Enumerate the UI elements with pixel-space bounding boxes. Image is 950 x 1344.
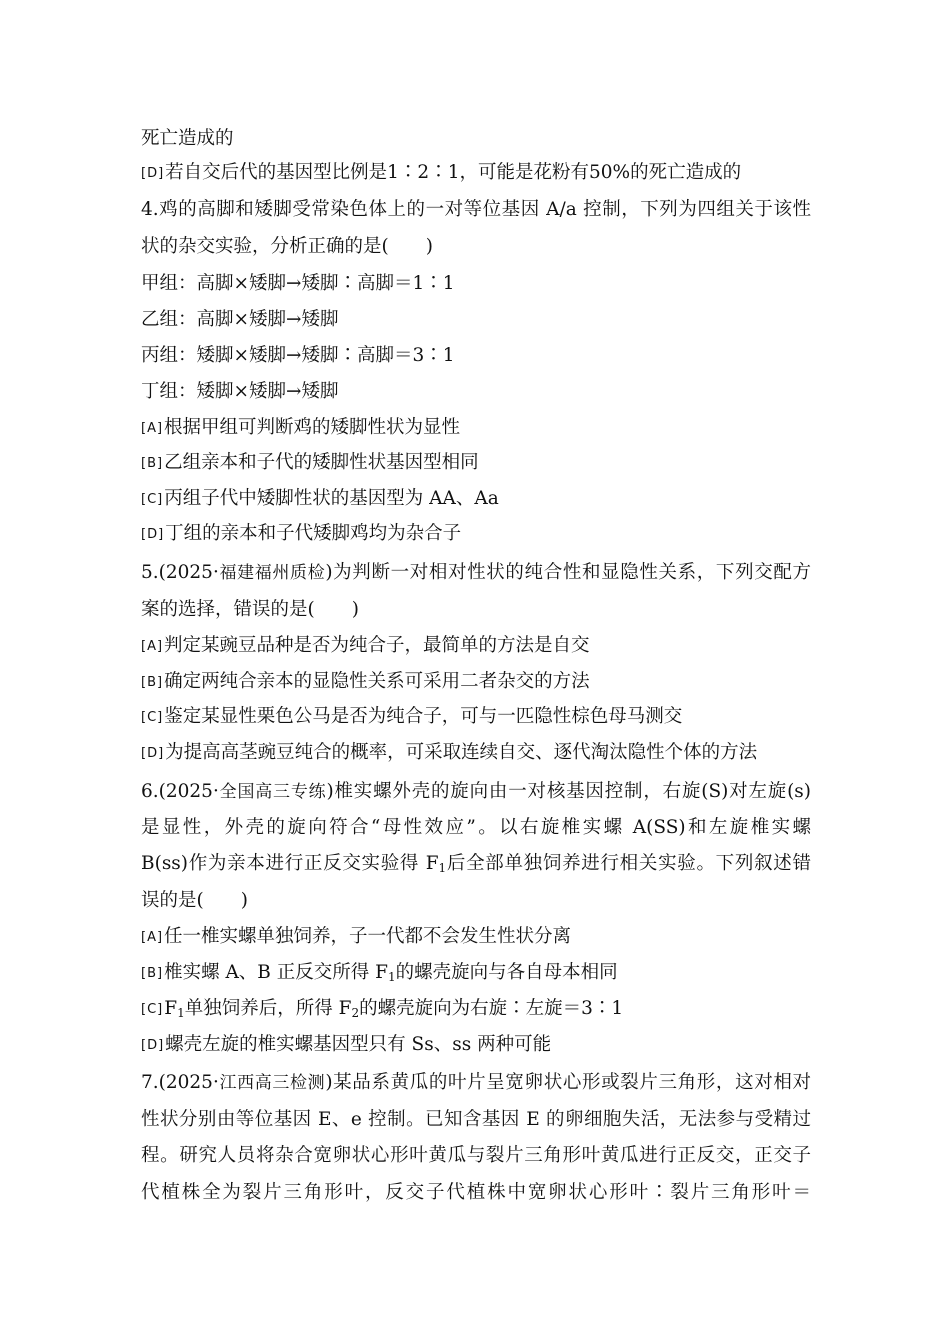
group-jia bbox=[141, 272, 455, 296]
q5-option-a[interactable] bbox=[141, 634, 590, 660]
option-label: [B] bbox=[141, 675, 164, 690]
subscript: 1 bbox=[388, 970, 396, 984]
option-text: 螺壳左旋的椎实螺基因型只有 Ss、ss 两种可能 bbox=[165, 1034, 552, 1055]
subscript: 2 bbox=[351, 1006, 360, 1020]
question-5-stem bbox=[141, 561, 811, 585]
q6-option-b[interactable] bbox=[141, 961, 618, 987]
text-line bbox=[141, 127, 234, 151]
text: 是显性，外壳的旋向符合“母性效应”。以右旋椎实螺 A(SS)和左旋椎实螺 bbox=[141, 817, 811, 838]
text: )某品系黄瓜的叶片呈宽卵状心形或裂片三角形，这对相对 bbox=[325, 1072, 811, 1093]
text: 乙组：高脚×矮脚→矮脚 bbox=[141, 309, 339, 330]
q-source: 福建福州质检 bbox=[218, 563, 326, 583]
text: 程。研究人员将杂合宽卵状心形叶黄瓜与裂片三角形叶黄瓜进行正反交，正交子 bbox=[141, 1145, 811, 1166]
text: 死亡造成的 bbox=[141, 128, 234, 149]
option-label: [B] bbox=[141, 456, 164, 471]
option-label: [D] bbox=[141, 746, 165, 761]
text: 丁组：矮脚×矮脚→矮脚 bbox=[141, 381, 339, 402]
group-ding bbox=[141, 380, 339, 404]
option-label: [C] bbox=[141, 1002, 164, 1017]
text: )椎实螺外壳的旋向由一对核基因控制，右旋(S)对左旋(s) bbox=[326, 781, 811, 802]
q4-option-b[interactable] bbox=[141, 451, 479, 477]
option-text: 根据甲组可判断鸡的矮脚性状为显性 bbox=[164, 417, 461, 438]
question-5-stem-cont bbox=[141, 598, 359, 622]
q5-option-d[interactable] bbox=[141, 741, 757, 767]
text: 状的杂交实验，分析正确的是( ) bbox=[141, 236, 433, 257]
text: 4.鸡的高脚和矮脚受常染色体上的一对等位基因 A/a 控制，下列为四组关于该性 bbox=[141, 199, 811, 220]
q-number: 7.(2025· bbox=[141, 1072, 219, 1093]
q6-option-a[interactable] bbox=[141, 925, 571, 951]
subscript: 1 bbox=[438, 861, 447, 875]
q6-option-c[interactable] bbox=[141, 997, 623, 1023]
subscript: 1 bbox=[177, 1006, 185, 1020]
q4-option-d[interactable] bbox=[141, 522, 461, 548]
text: B(ss)作为亲本进行正反交实验得 F bbox=[141, 853, 439, 874]
option-text: 为提高高茎豌豆纯合的概率，可采取连续自交、逐代淘汰隐性个体的方法 bbox=[165, 742, 758, 763]
option-text: 的螺壳旋向为右旋∶左旋＝3∶1 bbox=[359, 998, 624, 1019]
option-text: 判定某豌豆品种是否为纯合子，最简单的方法是自交 bbox=[164, 635, 590, 656]
q4-option-c[interactable] bbox=[141, 487, 499, 513]
group-yi bbox=[141, 308, 339, 332]
option-label: [D] bbox=[141, 527, 165, 542]
option-text: 的螺壳旋向与各自母本相同 bbox=[395, 962, 618, 983]
option-label: [D] bbox=[141, 166, 165, 181]
text: )为判断一对相对性状的纯合性和显隐性关系，下列交配方 bbox=[325, 562, 811, 583]
option-text: 乙组亲本和子代的矮脚性状基因型相同 bbox=[164, 452, 479, 473]
question-7-stem-cont2 bbox=[141, 1144, 811, 1168]
question-6-stem-cont2 bbox=[141, 852, 811, 876]
q5-option-c[interactable] bbox=[141, 705, 682, 731]
text: 案的选择，错误的是( ) bbox=[141, 599, 359, 620]
q-source: 江西高三检测 bbox=[218, 1073, 326, 1093]
text: 代植株全为裂片三角形叶，反交子代植株中宽卵状心形叶∶裂片三角形叶＝ bbox=[141, 1182, 811, 1203]
q-number: 6.(2025· bbox=[141, 781, 219, 802]
option-text: 任一椎实螺单独饲养，子一代都不会发生性状分离 bbox=[164, 926, 572, 947]
question-4-stem bbox=[141, 198, 811, 222]
q4-option-a[interactable] bbox=[141, 416, 460, 442]
option-text: 丙组子代中矮脚性状的基因型为 AA、Aa bbox=[164, 488, 499, 509]
option-text: 丁组的亲本和子代矮脚鸡均为杂合子 bbox=[165, 523, 462, 544]
option-text: 鉴定某显性栗色公马是否为纯合子，可与一匹隐性棕色母马测交 bbox=[164, 706, 683, 727]
text: 后全部单独饲养进行相关实验。下列叙述错 bbox=[446, 853, 811, 874]
question-7-stem-cont3 bbox=[141, 1181, 811, 1205]
option-label: [A] bbox=[141, 639, 164, 654]
option-text: 单独饲养后，所得 F bbox=[184, 998, 352, 1019]
question-6-stem-cont3 bbox=[141, 889, 248, 913]
option-label: [A] bbox=[141, 421, 164, 436]
option-label: [A] bbox=[141, 930, 164, 945]
option-label: [D] bbox=[141, 1038, 165, 1053]
question-6-stem-cont bbox=[141, 816, 811, 840]
question-7-stem-cont bbox=[141, 1108, 811, 1132]
group-bing bbox=[141, 344, 455, 368]
text: 丙组：矮脚×矮脚→矮脚∶高脚＝3∶1 bbox=[141, 345, 455, 366]
option-text: 若自交后代的基因型比例是1∶2∶1，可能是花粉有50%的死亡造成的 bbox=[165, 162, 742, 183]
q6-option-d[interactable] bbox=[141, 1033, 551, 1059]
option-text: 椎实螺 A、B 正反交所得 F bbox=[164, 962, 388, 983]
option-label: [C] bbox=[141, 710, 164, 725]
q-number: 5.(2025· bbox=[141, 562, 219, 583]
question-4-stem-cont bbox=[141, 235, 433, 259]
option-label: [B] bbox=[141, 966, 164, 981]
question-7-stem bbox=[141, 1071, 811, 1095]
text: 性状分别由等位基因 E、e 控制。已知含基因 E 的卵细胞失活，无法参与受精过 bbox=[141, 1109, 811, 1130]
option-text: F bbox=[164, 998, 178, 1019]
text: 甲组：高脚×矮脚→矮脚∶高脚＝1∶1 bbox=[141, 273, 455, 294]
option-d bbox=[141, 161, 741, 187]
text: 误的是( ) bbox=[141, 890, 248, 911]
question-6-stem bbox=[141, 780, 811, 804]
option-label: [C] bbox=[141, 492, 164, 507]
q-source: 全国高三专练 bbox=[218, 782, 327, 802]
option-text: 确定两纯合亲本的显隐性关系可采用二者杂交的方法 bbox=[164, 671, 590, 692]
q5-option-b[interactable] bbox=[141, 670, 590, 696]
